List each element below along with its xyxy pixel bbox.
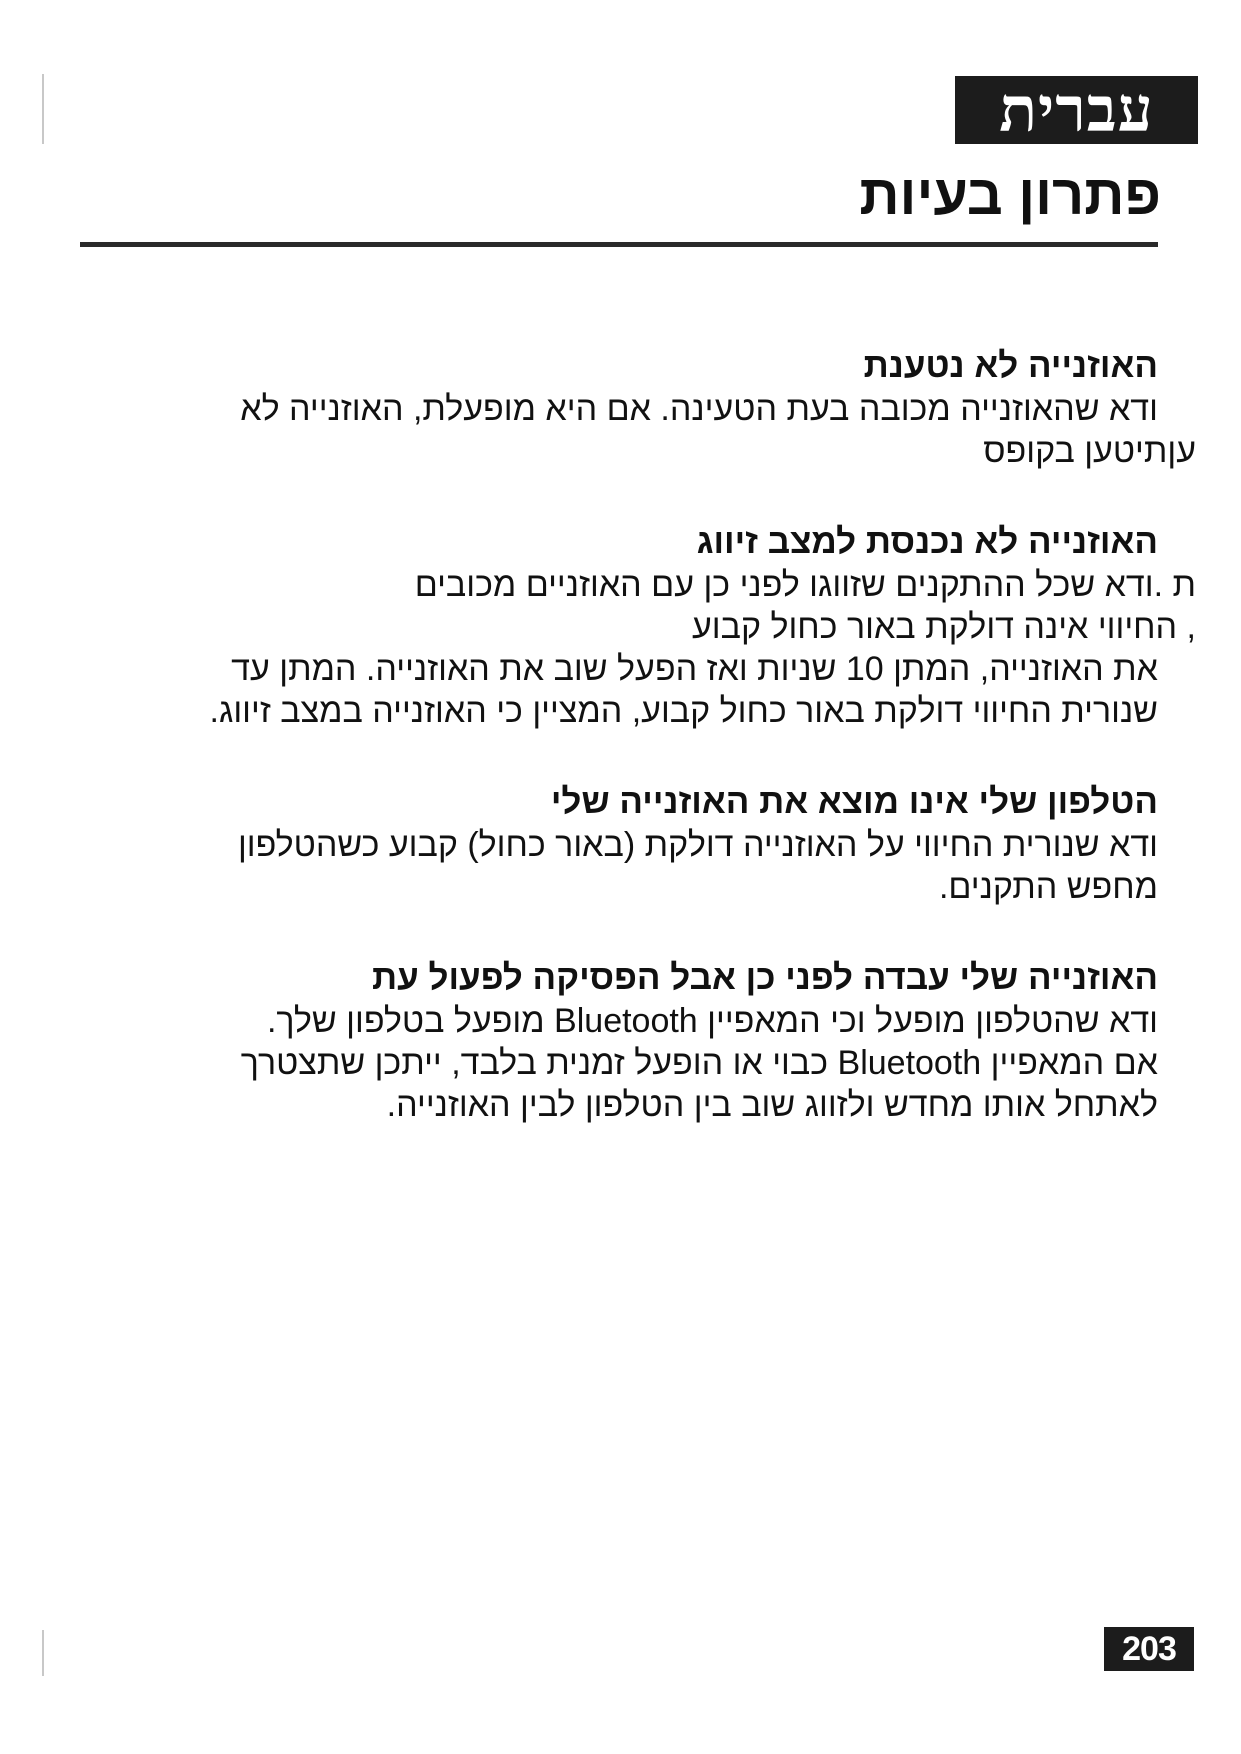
page-number-badge: 203 <box>1104 1627 1194 1671</box>
margin-mark-bottom <box>42 1630 44 1676</box>
section-heading: הטלפון שלי אינו מוצא את האוזנייה שלי <box>550 782 1158 821</box>
troubleshooting-content <box>80 344 1196 1174</box>
section-text-line: את האוזנייה, המתן 10 שניות ואז הפעל שוב את האוזנייה. המתן עד <box>231 650 1158 688</box>
page-title: פתרון בעיות <box>859 163 1161 226</box>
section-text-line: עןתיטען בקופס <box>983 432 1196 470</box>
section-not-charging <box>80 344 1196 472</box>
margin-mark-top <box>42 74 44 144</box>
section-no-pairing-mode <box>80 520 1196 732</box>
section-text-line: ודא שהאוזנייה מכובה בעת הטעינה. אם היא מופעלת, האוזנייה לא <box>240 390 1158 428</box>
section-text-line: ת .ודא שכל ההתקנים שזווגו לפני כן עם האוזניים מכובים <box>414 566 1196 604</box>
section-text-line: ודא שהטלפון מופעל וכי המאפיין Bluetooth מופעל בטלפון שלך. <box>266 1002 1158 1040</box>
section-text-line: , החיווי אינה דולקת באור כחול קבוע <box>691 608 1196 646</box>
section-phone-not-finding <box>80 780 1158 908</box>
section-text-line: ודא שנורית החיווי על האוזנייה דולקת (באור כחול) קבוע כשהטלפון <box>237 826 1158 864</box>
section-text-line: שנורית החיווי דולקת באור כחול קבוע, המציין כי האוזנייה במצב זיווג. <box>209 692 1158 730</box>
section-text-line: לאתחל אותו מחדש ולזווג שוב בין הטלפון לבין האוזנייה. <box>386 1086 1158 1124</box>
language-tab: עברית <box>955 76 1198 144</box>
section-heading: האוזנייה שלי עבדה לפני כן אבל הפסיקה לפעול עת <box>372 958 1158 997</box>
title-divider <box>80 242 1158 247</box>
section-heading: האוזנייה לא נטענת <box>863 346 1158 385</box>
section-text-line: מחפש התקנים. <box>938 868 1158 906</box>
section-heading: האוזנייה לא נכנסת למצב זיווג <box>696 522 1158 561</box>
section-stopped-working <box>80 956 1158 1126</box>
section-text-line: אם המאפיין Bluetooth כבוי או הופעל זמנית בלבד, ייתכן שתצטרך <box>240 1044 1158 1082</box>
